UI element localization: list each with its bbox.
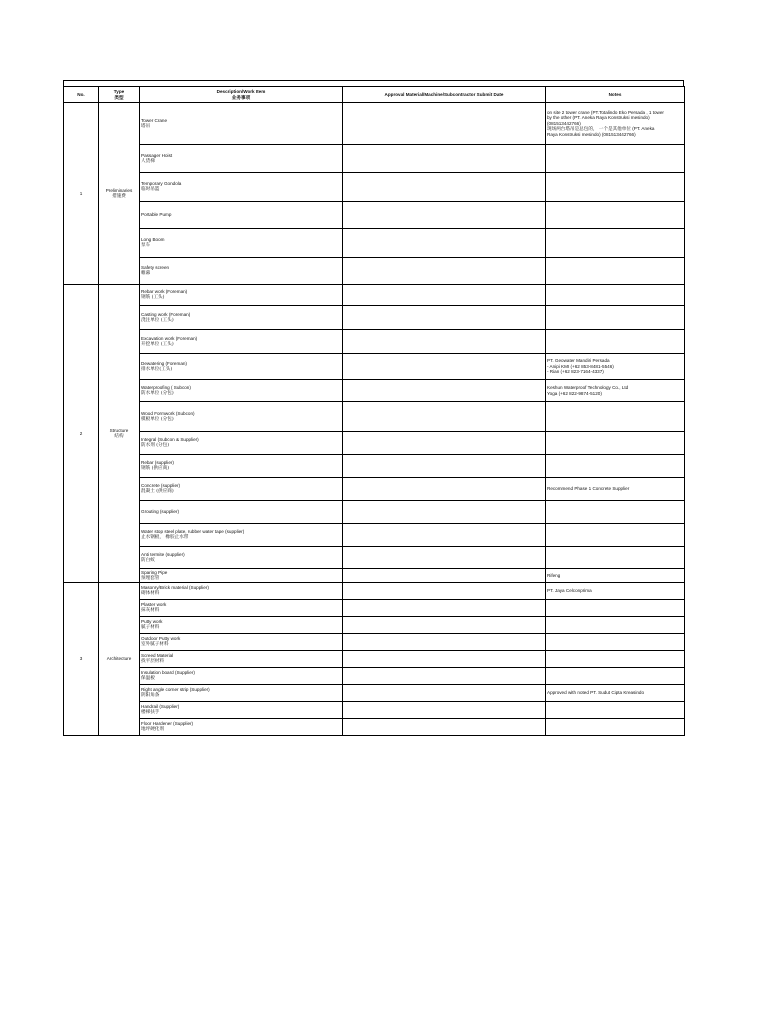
group-type-en: Architecture [106,656,132,662]
notes-cell [546,719,685,736]
description-cn: 钢筋 (工头) [141,295,165,300]
approval-date-cell[interactable] [343,583,546,600]
notes-cell [546,569,685,583]
notes-cell [546,478,685,501]
description-en: Handrail (Supplier) [141,704,180,710]
table-row [64,668,685,685]
group-type [99,285,140,583]
approval-date-cell[interactable] [343,634,546,651]
approval-date-cell[interactable] [343,524,546,547]
description-en: Casting work (Foreman) [141,311,191,317]
group-type [99,103,140,285]
description-en: Right angle corner strip (Supplier) [141,687,210,693]
description-cell [140,478,343,501]
note-line: Yoga (+62 822-9874-5120) [547,390,602,396]
description-en: Masonry/Brick material (Supplier) [141,585,209,591]
table-row [64,569,685,583]
note-line: on site 2 tower crane (PT.Totalindo Eko Persada , 1 tower [547,109,664,115]
header-approval: Approval Material/Machine/Subcontractor Submit Date [343,87,546,103]
document-page [63,80,684,736]
description-cn: 抹灰材料 [141,608,160,613]
description-en: Waterproofing ( Subcon) [141,384,191,390]
approval-date-cell[interactable] [343,547,546,569]
table-row [64,702,685,719]
notes-cell [546,229,685,258]
notes-cell [546,285,685,306]
description-cell [140,229,343,258]
notes-cell [546,173,685,202]
description-cn: 楼梯扶手 [141,710,160,715]
table-row [64,202,685,229]
description-cn: 钢筋 (供应商) [141,466,170,471]
description-en: Temporary Gondola [141,181,182,187]
description-cell [140,685,343,702]
table-row [64,478,685,501]
group-type [99,583,140,736]
description-cell [140,569,343,583]
notes-cell [546,380,685,402]
notes-cell [546,202,685,229]
note-line: Keshun Waterproof Technology Co., Ltd [547,384,629,390]
description-en: Anti termite (supplier) [141,551,185,557]
table-row [64,354,685,380]
work-item-table [63,86,685,736]
note-line: Approved with noted PT. Sudut Cipta Kreasindo [547,690,645,696]
table-row [64,547,685,569]
approval-date-cell[interactable] [343,651,546,668]
description-cell [140,103,343,145]
table-row [64,285,685,306]
notes-cell [546,501,685,524]
header-notes: Notes [546,87,685,103]
table-row [64,634,685,651]
approval-date-cell[interactable] [343,354,546,380]
table-row [64,617,685,634]
group-number: 1 [64,103,99,285]
group-type-cn: 结构 [114,433,124,439]
description-en: Wood Formwork (Subcon) [141,410,195,416]
description-cn: 找平层材料 [141,659,164,664]
notes-cell [546,145,685,173]
notes-cell [546,547,685,569]
table-row [64,432,685,455]
table-row [64,685,685,702]
approval-date-cell[interactable] [343,103,546,145]
approval-date-cell[interactable] [343,719,546,736]
description-en: Rebar (supplier) [141,460,174,466]
description-en: Integral (Subcon & Supplier) [141,437,199,443]
description-cn: 临时吊篮 [141,187,160,192]
notes-cell [546,600,685,617]
description-en: Concrete (supplier) [141,483,181,489]
description-cn: 泵车 [141,243,151,248]
notes-cell [546,432,685,455]
description-cell [140,354,343,380]
approval-date-cell[interactable] [343,478,546,501]
group-type-en: Preliminaries [105,187,133,193]
description-cell [140,330,343,354]
description-cn: 混凝土 (供应商) [141,489,174,494]
notes-cell [546,103,685,145]
description-cn: 人货梯 [141,158,155,164]
description-cn: 阴阳角条 [141,693,160,698]
header-description [140,87,343,103]
table-row [64,402,685,432]
description-cn: 模板单位 (分包) [141,416,174,422]
description-cell [140,547,343,569]
description-en: Safety screen [141,265,170,271]
approval-date-cell[interactable] [343,306,546,330]
approval-date-cell[interactable] [343,380,546,402]
approval-date-cell[interactable] [343,600,546,617]
description-en: Putty work [141,619,163,625]
description-cell [140,634,343,651]
description-cn: 帷幕 [141,271,151,276]
description-cell [140,145,343,173]
group-type-cn: 措施费 [112,193,126,199]
description-cell [140,402,343,432]
description-en: Outdoor Putty work [141,636,181,642]
description-cn: 浇注单位 (工头) [141,317,174,323]
group-type-en: Structure [109,427,129,433]
description-cell [140,285,343,306]
note-line: (081513442766) [547,120,581,126]
description-cn: 开挖单位 (工头) [141,341,174,347]
description-cell [140,173,343,202]
note-line: Rifeng [547,572,561,578]
description-cell [140,455,343,478]
approval-date-cell[interactable] [343,229,546,258]
description-cn: 预埋套管 [141,575,160,581]
description-en: Sparing Pipe [141,569,168,575]
description-cn: 止水钢板， 橡胶止水带 [141,535,189,540]
approval-date-cell[interactable] [343,285,546,306]
description-en: Screed Material [141,653,174,659]
table-row [64,330,685,354]
table-row [64,229,685,258]
table-row [64,719,685,736]
approval-date-cell[interactable] [343,455,546,478]
description-cell [140,668,343,685]
description-en: Dewatering (Foreman) [141,360,187,366]
notes-cell [546,617,685,634]
description-cn: 排水单位(工头) [141,366,173,372]
note-line: PT. Jaya Celconprima [547,588,592,594]
note-line: - Rian (+62 823-7164-4337) [547,369,604,375]
table-row [64,600,685,617]
description-cn: 砌体材料 [141,591,160,596]
header-type-cn: 类型 [114,94,124,100]
group-number: 3 [64,583,99,736]
description-cn: 室外腻子材料 [141,642,169,647]
table-row [64,103,685,145]
notes-cell [546,583,685,600]
description-cn: 防水剂 (分包) [141,443,170,448]
approval-date-cell[interactable] [343,432,546,455]
notes-cell [546,354,685,380]
notes-cell [546,258,685,285]
description-cell [140,501,343,524]
approval-date-cell[interactable] [343,702,546,719]
note-line: by the other (PT. Aneka Raya Konstruksi mesindo) [547,115,650,121]
table-row [64,455,685,478]
table-body [64,103,685,736]
notes-cell [546,330,685,354]
notes-cell [546,685,685,702]
description-cn: 地坪硬化剂 [141,727,164,732]
description-en: Excavation work (Foreman) [141,335,198,341]
description-en: Tower Crane [141,117,168,123]
approval-date-cell[interactable] [343,668,546,685]
description-en: Rebar work (Foreman) [141,289,188,295]
description-cn: 塔吊 [141,123,151,129]
table-row [64,306,685,330]
approval-date-cell[interactable] [343,402,546,432]
table-row [64,583,685,600]
table-row [64,651,685,668]
header-desc-en: Description/Work Item [216,88,266,94]
note-line: Recommend Phase 1 Concrete Supplier [547,486,630,492]
description-en: Passager Hoist [141,152,173,158]
header-type-en: Type [113,88,125,94]
description-cell [140,617,343,634]
table-header-row [64,87,685,103]
table-row [64,145,685,173]
note-line: PT. Geowater Mandiri Persada [547,358,610,364]
notes-cell [546,651,685,668]
table-row [64,524,685,547]
description-cell [140,432,343,455]
table-row [64,501,685,524]
description-cell [140,202,343,229]
header-type [99,87,140,103]
header-no: No. [64,87,99,103]
description-en: Plaster work [141,602,167,608]
notes-cell [546,702,685,719]
description-cn: 防白蚁 [141,557,155,563]
description-cn: 防水单位 (分包) [141,390,174,396]
description-cell [140,600,343,617]
description-cell [140,583,343,600]
description-cell [140,719,343,736]
approval-date-cell[interactable] [343,501,546,524]
description-en: Grouting (supplier) [141,509,180,515]
description-cell [140,306,343,330]
description-en: Water stop steel plate, rubber water tape (supplier) [141,529,245,535]
description-en: Floor Hardener (Supplier) [141,721,194,727]
approval-date-cell[interactable] [343,330,546,354]
table-row [64,380,685,402]
table-row [64,173,685,202]
description-cell [140,380,343,402]
notes-cell [546,455,685,478]
notes-cell [546,668,685,685]
description-cell [140,702,343,719]
description-cn: 保温板 [141,676,155,681]
group-number: 2 [64,285,99,583]
approval-date-cell[interactable] [343,569,546,583]
description-cn: 腻子材料 [141,625,160,630]
approval-date-cell[interactable] [343,173,546,202]
header-desc-cn: 业务事项 [231,94,251,100]
notes-cell [546,306,685,330]
description-cell [140,258,343,285]
description-cell [140,651,343,668]
table-row [64,258,685,285]
note-line: - Anipi KMI (+62 853-8481-5546) [547,363,614,369]
notes-cell [546,402,685,432]
description-en: Long Boom [141,237,165,243]
approval-date-cell[interactable] [343,202,546,229]
approval-date-cell[interactable] [343,258,546,285]
note-line: 现场两台塔吊是总包的， 一个是其他单位 (PT. Aneka [547,126,655,132]
notes-cell [546,524,685,547]
approval-date-cell[interactable] [343,145,546,173]
description-en: Insulation board (Supplier) [141,670,195,676]
description-cell [140,524,343,547]
notes-cell [546,634,685,651]
approval-date-cell[interactable] [343,685,546,702]
description-en: Portable Pump [141,212,172,218]
approval-date-cell[interactable] [343,617,546,634]
note-line: Raya Konstruksi mesindo) (081513442766) [547,131,636,137]
